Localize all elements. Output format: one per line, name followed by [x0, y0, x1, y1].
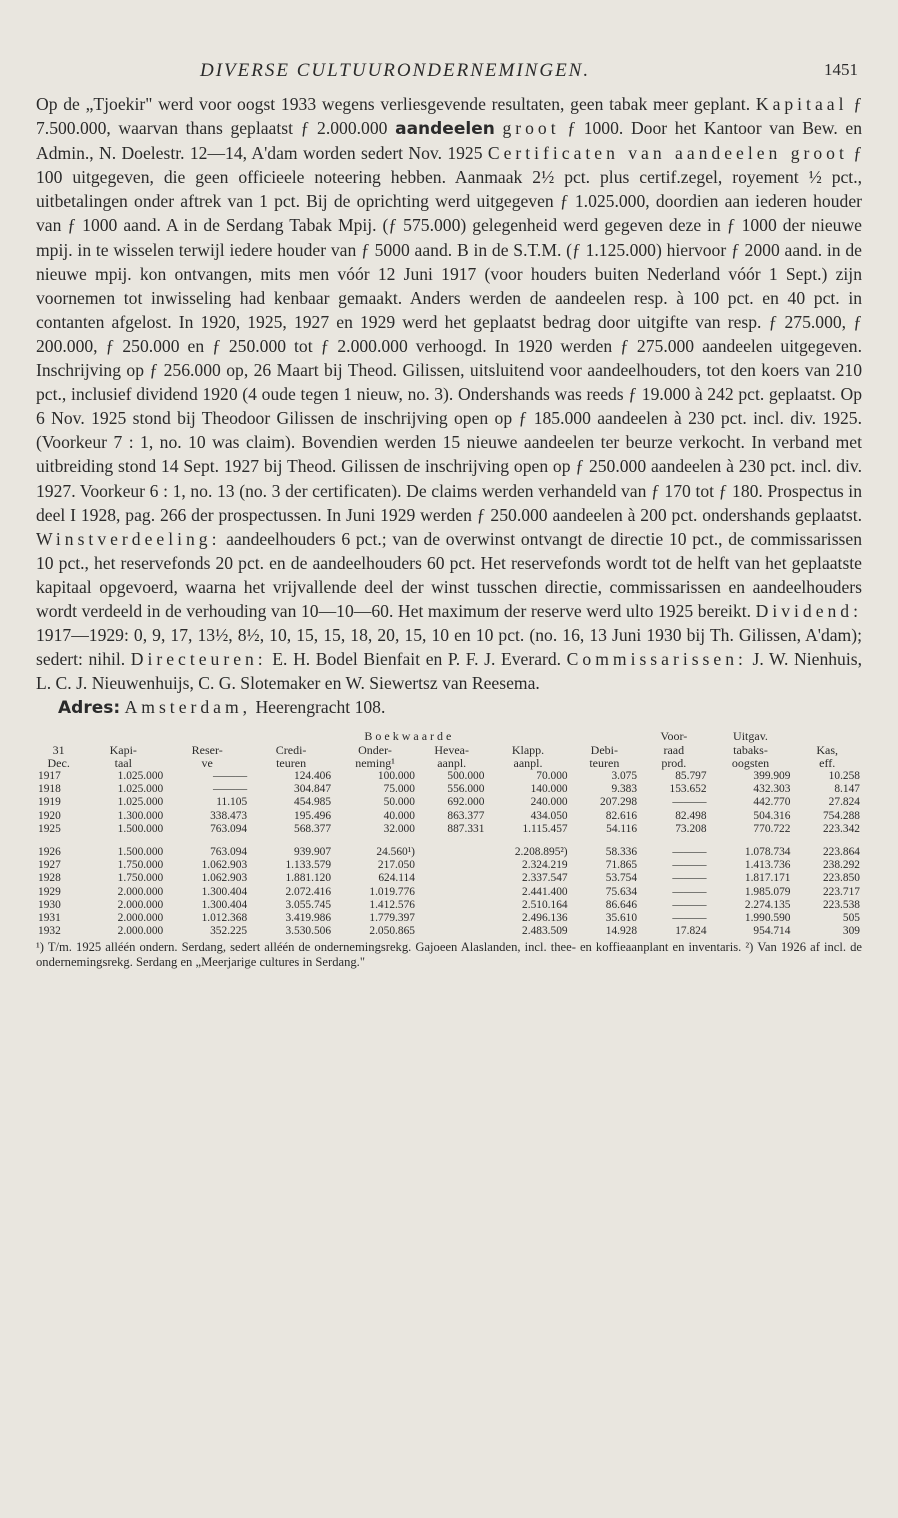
table-cell: 1.990.590 — [744, 911, 791, 924]
table-cell: 2.000.000 — [117, 911, 164, 924]
address-street: Heerengracht 108. — [251, 697, 386, 718]
table-cell: 75.634 — [605, 885, 638, 898]
table-cell: 1919 — [38, 796, 61, 809]
table-cell: 1920 — [38, 809, 61, 822]
table-row — [36, 810, 862, 823]
header-cell: teuren — [276, 755, 307, 770]
table-cell: 1929 — [38, 885, 61, 898]
table-row — [36, 796, 862, 809]
header-cell: eff. — [819, 755, 836, 770]
table-cell: 223.538 — [822, 898, 860, 911]
table-cell: 140.000 — [530, 783, 568, 796]
table-row — [36, 912, 862, 925]
table-cell: 2.496.136 — [522, 911, 568, 924]
table-cell: 1.413.736 — [744, 859, 791, 872]
header-cell: teuren — [589, 755, 620, 770]
table-cell: 10.258 — [828, 769, 860, 782]
table-cell: 454.985 — [294, 796, 332, 809]
table-cell: 24.560¹) — [376, 845, 415, 858]
table-cell: ——— — [212, 769, 248, 782]
table-cell: 1.025.000 — [117, 783, 164, 796]
table-cell: 2.072.416 — [285, 885, 332, 898]
text-intro: Op de „Tjoekir" werd voor oogst 1933 wegens verliesgevende resultaten, geen tabak meer geplant. — [36, 94, 756, 114]
table-cell: ——— — [672, 872, 707, 885]
table-cell: ——— — [672, 898, 707, 911]
table-cell: 504.316 — [753, 809, 791, 822]
table-cell: 1928 — [38, 872, 61, 885]
table-cell: 770.722 — [753, 822, 791, 835]
table-cell: 1.300.404 — [201, 885, 248, 898]
table-row — [36, 823, 862, 836]
table-cell: 1.115.457 — [522, 822, 568, 835]
table-cell: 887.331 — [447, 822, 485, 835]
table-cell: 14.928 — [605, 925, 638, 938]
table-cell: 2.000.000 — [117, 925, 164, 938]
running-title: DIVERSE CULTUURONDERNEMINGEN. — [200, 60, 591, 81]
table-row — [36, 783, 862, 796]
header-cell: Klapp. — [511, 742, 545, 757]
table-cell: 2.274.135 — [744, 898, 791, 911]
table-cell: 11.105 — [216, 796, 248, 809]
table-cell: 240.000 — [530, 796, 568, 809]
table-row — [36, 925, 862, 938]
table-cell: 763.094 — [210, 845, 248, 858]
table-cell: 40.000 — [383, 809, 415, 822]
table-row — [36, 886, 862, 899]
table-cell: 32.000 — [383, 822, 415, 835]
label-winstverdeeling: Winstverdeeling: — [36, 528, 221, 549]
table-cell: 1.779.397 — [369, 911, 415, 924]
table-cell: 624.114 — [378, 872, 415, 885]
table-cell: 2.324.219 — [522, 859, 568, 872]
table-cell: 1932 — [38, 925, 61, 938]
header-cell: aanpl. — [513, 755, 543, 770]
header-uitgav-top: Uitgav. — [733, 729, 768, 744]
table-cell: 1927 — [38, 859, 61, 872]
table-cell: 195.496 — [294, 809, 332, 822]
text-history: ƒ 100 uitgegeven, die geen officieele noteering hebben. Aanmaak 2½ pct. plus certif.zegel, royement ½ pct., uitbetalingen onder aftrek van 1 pct. Bij de oprichting werd uitgegeven ƒ 1.025.000, doordien aan iederen houder van ƒ 1000 aand. A in de Serdang Tabak Mpij. (ƒ 575.000) gelegenheid werd gegeven deze in ƒ 1000 der nieuwe mpij. in te wisselen terwijl iedere houder van ƒ 5000 aand. B in de S.T.M. (ƒ 1.125.000) hiervoor ƒ 2000 aand. in de nieuwe mpij. kon ontvangen, mits men vóór 12 Juni 1917 (voor houders buiten Nederland vóór 1 Sept.) zijn voornemen tot inwisseling had kenbaar gemaakt. Anders werden de aandeelen resp. à 100 pct. en 40 pct. in contanten afgelost. In 1920, 1925, 1927 en 1929 werd het geplaatst bedrag door uitgifte van resp. ƒ 275.000, ƒ 200.000, ƒ 250.000 en ƒ 250.000 tot ƒ 2.000.000 verhoogd. In 1920 werden ƒ 275.000 aandeelen uitgegeven. Inschrijving op ƒ 256.000 op, 26 Maart bij Theod. Gilissen, uitsluitend voor aandeelhouders, tot den koers van 210 pct., inclusief dividend 1920 (4 oude tegen 1 nieuw, no. 3). Ondershands was reeds ƒ 19.000 à 242 pct. geplaatst. Op 6 Nov. 1925 stond bij Theodoor Gilissen de inschrijving open op ƒ 185.000 aandeelen à 230 pct. incl. div. 1925. (Voorkeur 7 : 1, no. 10 was claim). Bovendien werden 15 nieuwe aandeelen ter beurze verkocht. In verband met uitbreiding stond 14 Sept. 1927 bij Theod. Gilissen de inschrijving open op ƒ 250.000 aandeelen à 230 pct. incl. div. 1927. Voorkeur 6 : 1, no. 13 (no. 3 der certificaten). De claims werden verhandeld van ƒ 170 tot ƒ 180. Prospectus in deel I 1928, pag. 266 der prospectussen. In Juni 1929 werden ƒ 250.000 aandeelen à 200 pct. ondershands geplaatst. — [36, 143, 862, 525]
table-cell: 1.025.000 — [117, 796, 164, 809]
header-cell: aanpl. — [437, 755, 467, 770]
label-groot: groot — [502, 118, 560, 139]
table-cell: 1.412.576 — [369, 898, 415, 911]
table-cell: 754.288 — [822, 809, 860, 822]
table-cell: 556.000 — [447, 783, 485, 796]
label-aandeelen: aandeelen — [395, 119, 495, 140]
table-cell: 85.797 — [675, 769, 707, 782]
table-cell: 2.208.895²) — [514, 845, 568, 858]
table-cell: 1.985.079 — [744, 885, 791, 898]
header-cell: oogsten — [731, 755, 770, 770]
table-cell: ——— — [672, 845, 707, 858]
text-admin: ƒ 1000. Door het Kantoor van Bew. en Admin., N. Doelestr. 12—14, A'dam worden sedert Nov. 1925 — [36, 118, 863, 164]
text-winstverdeeling: aandeelhouders 6 pct.; van de overwinst ontvangt de directie 10 pct., de commissarissen 10 pct., het reservefonds 20 pct. en de aandeelhouders 60 pct. Het reservefonds wordt tot de helft van het geplaatste kapitaal opgevoerd, waarna het vrijvallende deel der winst tusschen directie, commissarissen en aandeelhouders wordt verdeeld in de verhouding van 10—10—60. Het maximum der reserve werd ulto 1925 bereikt. — [36, 528, 862, 621]
address-city: Amsterdam, — [124, 697, 252, 718]
header-boekwaarde: Boekwaarde — [364, 729, 455, 744]
table-header-row — [36, 744, 862, 757]
table-cell: 223.864 — [822, 845, 860, 858]
table-cell: 8.147 — [834, 783, 860, 796]
table-cell: 86.646 — [605, 898, 638, 911]
table-cell: 17.824 — [675, 925, 707, 938]
table-cell: 1.750.000 — [117, 872, 164, 885]
table-cell: 223.850 — [822, 872, 860, 885]
label-kapitaal: Kapitaal — [755, 94, 848, 114]
header-cell: neming¹ — [355, 755, 395, 770]
table-cell: 2.441.400 — [522, 885, 568, 898]
table-cell: 73.208 — [675, 822, 707, 835]
table-cell: 2.000.000 — [117, 898, 164, 911]
table-cell: 763.094 — [210, 822, 248, 835]
table-cell: 1.062.903 — [201, 872, 248, 885]
table-row — [36, 846, 862, 859]
table-cell: 217.050 — [377, 859, 415, 872]
table-cell: 1.750.000 — [117, 859, 164, 872]
label-certificaten: Certificaten van aandeelen groot — [487, 143, 848, 164]
footnotes: ¹) T/m. 1925 alléén ondern. Serdang, sedert alléén de ondernemingsrekg. Gajoeen Alaslanden, incl. thee- en koffieaanplant en inventaris. ²) Van 1926 af incl. de ondernemingsrekg. Serdang en „Meerjarige cultures in Serdang." — [36, 940, 862, 969]
table-cell: ——— — [212, 783, 248, 796]
table-cell: 1.062.903 — [201, 859, 248, 872]
table-cell: 124.406 — [294, 769, 332, 782]
table-cell: 3.055.745 — [285, 898, 332, 911]
table-cell: 1.500.000 — [117, 822, 164, 835]
header-cell: Hevea- — [434, 742, 469, 757]
table-cell: 70.000 — [536, 769, 568, 782]
table-cell: 1925 — [38, 822, 61, 835]
table-cell: ——— — [672, 859, 707, 872]
text-dividend: 1917—1929: 0, 9, 17, 13½, 8½, 10, 15, 15, 18, 20, 15, 10 en 10 pct. (no. 16, 13 Juni 1930 bij Th. Gilissen, A'dam); sedert: nihil. — [36, 625, 862, 670]
table-cell: 82.616 — [605, 809, 638, 822]
table-cell: 432.303 — [753, 783, 791, 796]
table-cell: 338.473 — [210, 809, 248, 822]
table-cell: 1.500.000 — [117, 845, 164, 858]
table-cell: 9.383 — [611, 783, 638, 796]
header-cell: Onder- — [358, 742, 392, 757]
table-cell: 71.865 — [605, 859, 638, 872]
table-cell: 1917 — [38, 769, 61, 782]
table-cell: 207.298 — [600, 796, 638, 809]
table-cell: 434.050 — [530, 809, 568, 822]
table-cell: 1.019.776 — [369, 885, 415, 898]
label-adres: Adres: — [58, 698, 121, 719]
table-cell: 863.377 — [447, 809, 485, 822]
table-cell: 223.717 — [822, 885, 860, 898]
header-cell: taal — [114, 755, 132, 770]
table-cell: 35.610 — [605, 911, 638, 924]
table-cell: 442.770 — [753, 796, 791, 809]
table-cell: 1.300.000 — [117, 809, 164, 822]
table-cell: 399.909 — [753, 769, 791, 782]
table-row — [36, 872, 862, 885]
table-header-row-top — [36, 730, 862, 743]
table-cell: 500.000 — [447, 769, 485, 782]
table-cell: 939.907 — [294, 845, 332, 858]
table-cell: 505 — [842, 911, 860, 924]
table-gap — [36, 836, 862, 846]
table-cell: ——— — [672, 885, 707, 898]
table-cell: 1926 — [38, 845, 61, 858]
balance-table — [36, 730, 862, 938]
header-cell: Reser- — [191, 742, 223, 757]
table-cell: 153.652 — [669, 783, 707, 796]
table-cell: 2.483.509 — [522, 925, 568, 938]
table-cell: 82.498 — [675, 809, 707, 822]
header-cell: prod. — [661, 755, 687, 770]
label-dividend: Dividend: — [755, 600, 862, 621]
table-cell: 2.337.547 — [522, 872, 568, 885]
table-cell: ——— — [672, 796, 707, 809]
label-commissarissen: Commissarissen: — [566, 649, 747, 670]
table-cell: 27.824 — [828, 796, 860, 809]
table-cell: 2.050.865 — [369, 925, 415, 938]
table-cell: 1.300.404 — [201, 898, 248, 911]
table-cell: 3.530.506 — [285, 925, 332, 938]
table-cell: 75.000 — [383, 783, 415, 796]
table-cell: 1.078.734 — [744, 845, 791, 858]
table-cell: 1.817.171 — [744, 872, 791, 885]
table-header-row — [36, 757, 862, 770]
address-line — [36, 695, 862, 720]
table-cell: 1.881.120 — [285, 872, 332, 885]
table-cell: 568.377 — [294, 822, 332, 835]
text-kapitaal: ƒ 7.500.000, waarvan thans geplaatst ƒ 2.000.000 — [36, 94, 863, 139]
table-cell: 1.012.368 — [201, 911, 248, 924]
table-cell: 54.116 — [606, 822, 638, 835]
header-cell: raad — [663, 742, 685, 757]
header-cell: tabaks- — [733, 742, 768, 757]
table-cell: 100.000 — [377, 769, 415, 782]
table-cell: ——— — [672, 911, 707, 924]
table-cell: 2.510.164 — [522, 898, 568, 911]
table-cell: 238.292 — [822, 859, 860, 872]
company-description — [36, 92, 862, 695]
header-voorraad-top: Voor- — [660, 729, 688, 744]
page-number: 1451 — [824, 60, 858, 79]
table-cell: 954.714 — [753, 925, 791, 938]
header-cell: Kas, — [816, 742, 839, 757]
table-cell: 1918 — [38, 783, 61, 796]
header-cell: 31 — [52, 742, 65, 757]
table-cell: 53.754 — [605, 872, 638, 885]
text-directeuren: E. H. Bodel Bienfait en P. F. J. Everard. — [266, 649, 567, 670]
table-cell: 352.225 — [210, 925, 248, 938]
table-cell: 3.419.986 — [285, 911, 332, 924]
header-cell: Dec. — [47, 755, 70, 770]
table-cell: 3.075 — [611, 769, 638, 782]
table-cell: 692.000 — [447, 796, 485, 809]
table-row — [36, 899, 862, 912]
table-cell: 58.336 — [605, 845, 638, 858]
label-directeuren: Directeuren: — [130, 649, 267, 670]
table-cell: 1.133.579 — [285, 859, 332, 872]
header-cell: Kapi- — [109, 742, 137, 757]
table-row — [36, 770, 862, 783]
table-cell: 1931 — [38, 911, 61, 924]
header-cell: ve — [201, 755, 213, 770]
table-cell: 50.000 — [383, 796, 415, 809]
page-header — [36, 48, 862, 92]
table-cell: 1930 — [38, 898, 61, 911]
header-cell: Credi- — [275, 742, 307, 757]
text-commissarissen: J. W. Nienhuis, L. C. J. Nieuwenhuijs, C. G. Slotemaker en W. Siewertsz van Reesema. — [36, 649, 862, 694]
header-cell: Debi- — [590, 742, 618, 757]
table-cell: 304.847 — [294, 783, 332, 796]
table-cell: 1.025.000 — [117, 769, 164, 782]
table-cell: 309 — [842, 925, 860, 938]
table-cell: 2.000.000 — [117, 885, 164, 898]
table-row — [36, 859, 862, 872]
table-cell: 223.342 — [822, 822, 860, 835]
